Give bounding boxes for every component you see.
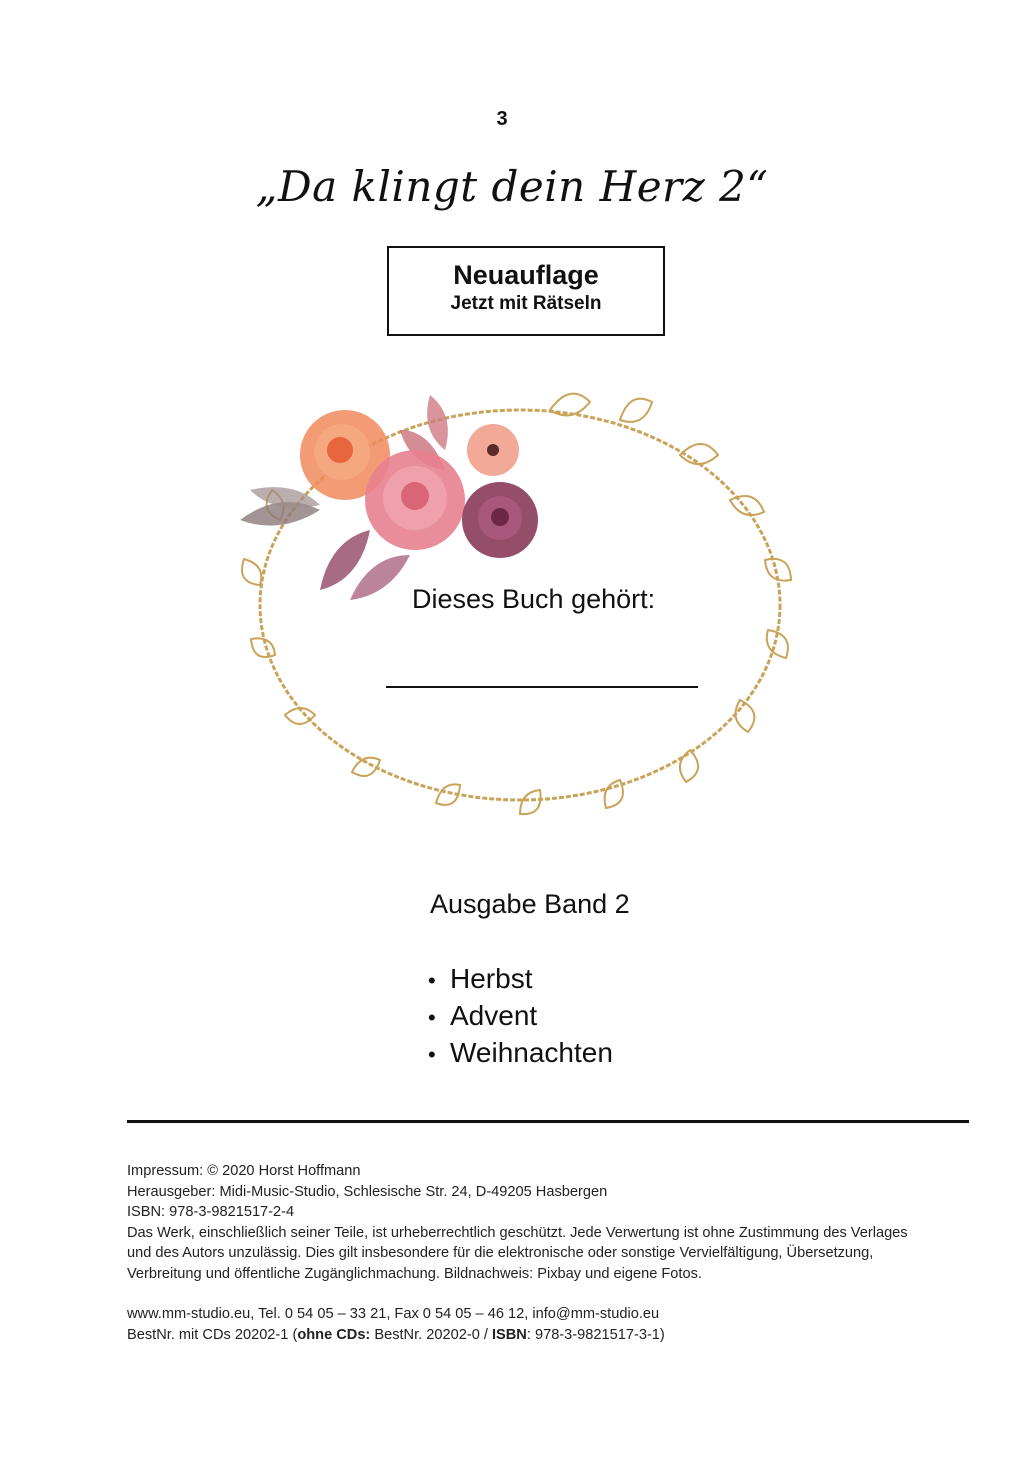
notice-box bbox=[387, 246, 665, 336]
owner-name-line[interactable] bbox=[386, 686, 698, 688]
list-item: • Weihnachten bbox=[428, 1034, 613, 1071]
bullet-icon: • bbox=[428, 1005, 436, 1030]
impressum-legal-2: und des Autors unzulässig. Dies gilt insbesondere für die elektronische oder sonstige Vervielfältigung, Übersetzung, bbox=[127, 1245, 874, 1261]
impressum-isbn: ISBN: 978-3-9821517-2-4 bbox=[127, 1204, 295, 1220]
impressum-copyright: Impressum: © 2020 Horst Hoffmann bbox=[127, 1163, 361, 1179]
book-title: „Da klingt dein Herz 2“ bbox=[255, 162, 769, 211]
owner-label: Dieses Buch gehört: bbox=[412, 584, 656, 614]
bullet-icon: • bbox=[428, 968, 436, 993]
list-item: • Advent bbox=[428, 997, 613, 1034]
impressum-contact: www.mm-studio.eu, Tel. 0 54 05 – 33 21, Fax 0 54 05 – 46 12, info@mm-studio.eu bbox=[127, 1306, 660, 1322]
plum-rose bbox=[462, 482, 538, 558]
impressum-legal-3: Verbreitung und öffentliche Zugänglichmachung. Bildnachweis: Pixbay und eigene Fotos. bbox=[127, 1265, 702, 1282]
impressum-publisher: Herausgeber: Midi-Music-Studio, Schlesische Str. 24, D-49205 Hasbergen bbox=[127, 1183, 608, 1200]
impressum-legal-1: Das Werk, einschließlich seiner Teile, ist urheberrechtlich geschützt. Jede Verwertung ist ohne Zustimmung des Verlages bbox=[127, 1224, 908, 1241]
impressum-order: BestNr. mit CDs 20202-1 (ohne CDs: BestNr. 20202-0 / ISBN: 978-3-9821517-3-1) bbox=[127, 1326, 665, 1343]
pink-rose bbox=[365, 450, 465, 550]
page-number: 3 bbox=[496, 108, 508, 130]
notice-subline: Jetzt mit Rätseln bbox=[450, 293, 602, 314]
list-item: • Herbst bbox=[428, 960, 613, 997]
season-list bbox=[428, 960, 613, 1071]
divider bbox=[127, 1120, 969, 1123]
edition-label: Ausgabe Band 2 bbox=[430, 889, 630, 919]
bullet-icon: • bbox=[428, 1042, 436, 1067]
impressum bbox=[127, 1161, 987, 1345]
notice-headline: Neuauflage bbox=[453, 260, 599, 290]
small-pink-flower bbox=[467, 424, 519, 476]
